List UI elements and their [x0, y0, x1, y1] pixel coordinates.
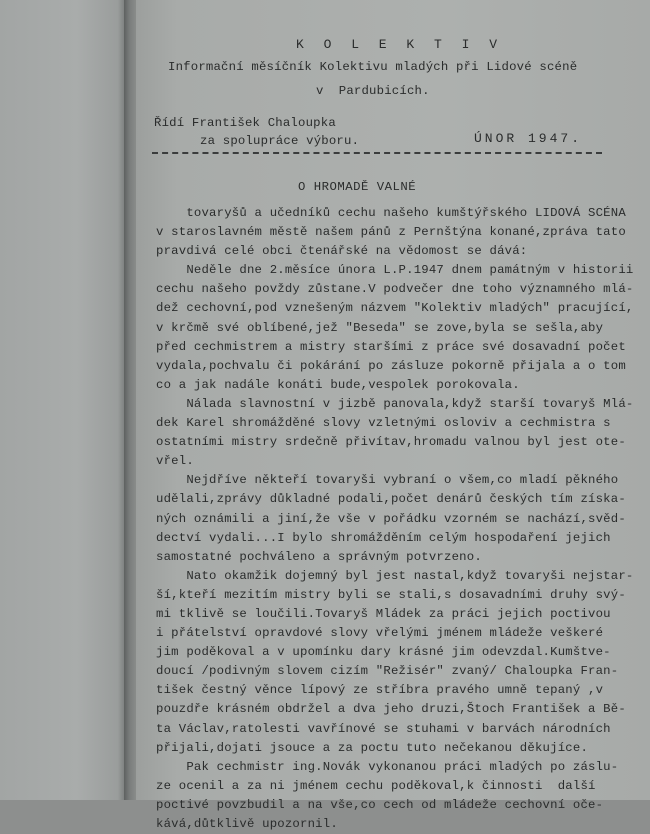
article-heading: O HROMADĚ VALNÉ: [298, 180, 417, 194]
article-line: doucí /podivným slovem cizím "Režisér" zvaný/ Chaloupka Fran-: [156, 664, 619, 679]
article-line: Nejdříve někteří tovaryši vybraní o všem,co mladí pěkného: [156, 473, 619, 488]
article-line: přijali,dojati jsouce a za poctu tuto nečekanou děkujíce.: [156, 740, 589, 755]
article-line: Neděle dne 2.měsíce února L.P.1947 dnem památným v historii: [156, 263, 634, 278]
article-line: vřel.: [156, 454, 194, 469]
article-line: ze ocenil a za ni jménem cechu poděkoval,k činnosti další: [156, 778, 596, 793]
article-line: dež cechovní,pod vznešeným názvem "Kolektiv mladých" pracující,: [156, 301, 634, 316]
article-line: před cechmistrem a mistry staršími z práce své dosavadní počet: [156, 339, 626, 354]
article-line: kává,důtklivě upozornil.: [156, 817, 338, 831]
newsletter-page: [136, 0, 650, 831]
article-line: pouzdře krásném obdržel a dva jeho druzi,Štoch František a Bě-: [156, 702, 626, 717]
newsletter-title: K O L E K T I V: [296, 37, 504, 52]
article-line: cechu našeho povždy zůstane.V podvečer dne toho významného mlá-: [156, 282, 634, 297]
header-divider: [152, 152, 602, 154]
article-line: poctivé povzbudil a na vše,co cech od mládeže cechovní oče-: [156, 797, 604, 812]
article-line: v krčmě své oblíbené,jež "Beseda" se zove,byla se sešla,aby: [156, 320, 604, 335]
article-line: dek Karel shromážděné slovy vzletnými osloviv a cechmistra s: [156, 416, 611, 431]
article-line: tišek čestný věnce lípový ze stříbra pravého umně tepaný ,v: [156, 683, 604, 698]
editor-line: Řídí František Chaloupka: [154, 116, 336, 130]
article-line: ných oznámili a jiní,že vše v pořádku vzorném se nachází,svěd-: [156, 511, 626, 526]
article-line: pravdivá celé obci čtenářské na vědomost se dává:: [156, 244, 528, 259]
issue-date: ÚNOR 1947.: [474, 131, 583, 146]
article-line: dectví vydali...I bylo shromážděním celým hospodaření jejich: [156, 530, 611, 545]
article-line: udělali,zprávy důkladné podali,počet denárů českých tím získa-: [156, 492, 626, 507]
article-line: ostatními mistry srdečně přivítav,hromadu valnou byl jest ote-: [156, 435, 626, 450]
article-line: Nálada slavnostní v jizbě panovala,když starší tovaryš Mlá-: [156, 396, 634, 411]
article-line: i přátelství opravdové slovy vřelými jménem mládeže veškeré: [156, 626, 604, 641]
article-body: [156, 204, 636, 834]
newsletter-subtitle: Informační měsíčník Kolektivu mladých při Lidové scéně: [168, 60, 578, 74]
left-page: [0, 0, 128, 800]
article-line: samostatné pochváleno a správným potvrzeno.: [156, 549, 482, 564]
article-line: jim poděkoval a v upomínku dary krásné jim odevzdal.Kumštve-: [156, 645, 611, 660]
article-line: mi tklivě se loučili.Tovaryš Mládek za práci jejich poctivou: [156, 606, 611, 621]
article-line: Nato okamžik dojemný byl jest nastal,když tovaryši nejstar-: [156, 568, 634, 583]
article-line: vydala,pochvalu či pokárání po zásluze pokorně přijala a o tom: [156, 358, 626, 373]
article-line: Pak cechmistr ing.Novák vykonanou práci mladých po záslu-: [156, 759, 619, 774]
article-line: tovaryšů a učedníků cechu našeho kumštýřského LIDOVÁ SCÉNA: [156, 206, 626, 220]
newsletter-place: v Pardubicích.: [316, 84, 430, 98]
collaboration-line: za spolupráce výboru.: [200, 134, 360, 148]
article-line: ší,kteří mezitím mistry byli se stali,s dosavadními druhy svý-: [156, 587, 626, 602]
article-line: co a jak nadále konáti bude,vespolek porokovala.: [156, 377, 520, 392]
article-line: v staroslavném městě našem pánů z Pernštýna konané,zpráva tato: [156, 225, 626, 240]
article-line: ta Václav,ratolesti vavřínové se stuhami v barvách národních: [156, 721, 611, 736]
